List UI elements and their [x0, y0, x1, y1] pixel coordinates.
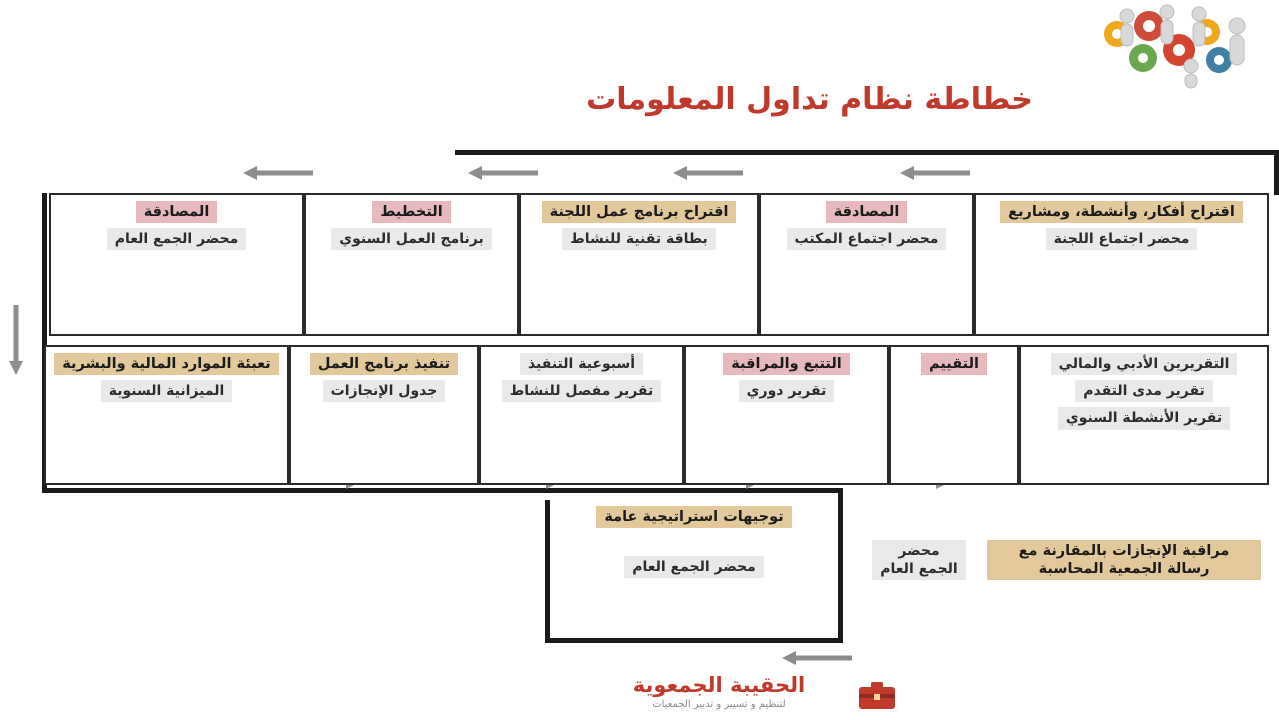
cell-document: تقرير دوري	[739, 380, 835, 402]
cell-tag: التقييم	[921, 353, 987, 375]
cell-tag: مراقبة الإنجازات بالمقارنة مع رسالة الجمعية المحاسبة	[987, 540, 1261, 580]
process-cell-planning[interactable]	[304, 193, 519, 336]
arrow-bottom-left	[782, 650, 852, 666]
cell-document: برنامج العمل السنوي	[331, 228, 491, 250]
process-cell-endorsement-office[interactable]	[759, 193, 974, 336]
cell-document: الميزانية السنوية	[101, 380, 233, 402]
process-cell-committee-program-proposal[interactable]	[519, 193, 759, 336]
cell-document: جدول الإنجازات	[323, 380, 446, 402]
process-cell-proposal-ideas[interactable]	[974, 193, 1269, 336]
process-cell-follow-up-monitoring[interactable]	[684, 345, 889, 485]
process-cell-mobilize-resources[interactable]	[44, 345, 289, 485]
flow-line-top	[455, 150, 1279, 155]
arrow-left-down	[8, 305, 24, 375]
page-title: خطاطة نظام تداول المعلومات	[586, 82, 1033, 117]
cell-tag: المصادقة	[826, 201, 908, 223]
cell-document: تقرير مدى التقدم	[1075, 380, 1213, 402]
cell-document: تقرير الأنشطة السنوي	[1058, 407, 1230, 429]
flow-line-right-vert	[1274, 150, 1279, 195]
brand-name: الحقيبة الجمعوية	[632, 672, 806, 697]
cell-tag: التقريرين الأدبي والمالي	[1051, 353, 1238, 375]
cell-document: محضر اجتماع المكتب	[787, 228, 947, 250]
process-cell-strategic-guidelines[interactable]	[554, 500, 834, 620]
cell-tag: أسبوعية التنفيذ	[520, 353, 643, 375]
process-cell-reports-literary-financial[interactable]	[1019, 345, 1269, 485]
teamwork-gears-logo	[1079, 4, 1269, 89]
process-cell-endorsement-general-assembly[interactable]	[49, 193, 304, 336]
cell-tag: توجيهات استراتيجية عامة	[596, 506, 791, 528]
cell-tag: تعبئة الموارد المالية والبشرية	[54, 353, 279, 375]
process-cell-monitor-achievements[interactable]	[979, 500, 1269, 620]
arrow-top-4	[243, 165, 313, 181]
cell-tag: التخطيط	[372, 201, 450, 223]
flow-line-bottom	[545, 638, 843, 643]
flow-line-bottom-vert-right	[838, 488, 843, 643]
cell-document: محضر الجمع العام	[107, 228, 247, 250]
arrow-top-2	[673, 165, 743, 181]
cell-tag: محضر الجمع العام	[872, 540, 966, 580]
flow-line-bottom-vert-left	[545, 500, 550, 643]
cell-document: محضر الجمع العام	[624, 556, 764, 578]
brand-logo	[589, 674, 849, 710]
cell-document: تقرير مفصل للنشاط	[502, 380, 662, 402]
arrow-top-3	[468, 165, 538, 181]
process-cell-ga-minutes-small[interactable]	[864, 500, 974, 620]
cell-tag: التتبع والمراقبة	[723, 353, 849, 375]
briefcase-icon	[855, 678, 899, 712]
cell-tag: تنفيذ برنامج العمل	[310, 353, 458, 375]
arrow-top-1	[900, 165, 970, 181]
process-cell-execute-work-program[interactable]	[289, 345, 479, 485]
cell-tag: اقتراح أفكار، وأنشطة، ومشاريع	[1000, 201, 1243, 223]
process-cell-evaluation[interactable]	[889, 345, 1019, 485]
brand-subtitle: لتنظيم و تسيير و تدبير الجمعيات	[652, 699, 786, 710]
cell-document: محضر اجتماع اللجنة	[1046, 228, 1198, 250]
cell-document: بطاقة تقنية للنشاط	[562, 228, 716, 250]
cell-tag: اقتراح برنامج عمل اللجنة	[542, 201, 737, 223]
process-cell-weekly-execution[interactable]	[479, 345, 684, 485]
cell-tag: المصادقة	[136, 201, 218, 223]
